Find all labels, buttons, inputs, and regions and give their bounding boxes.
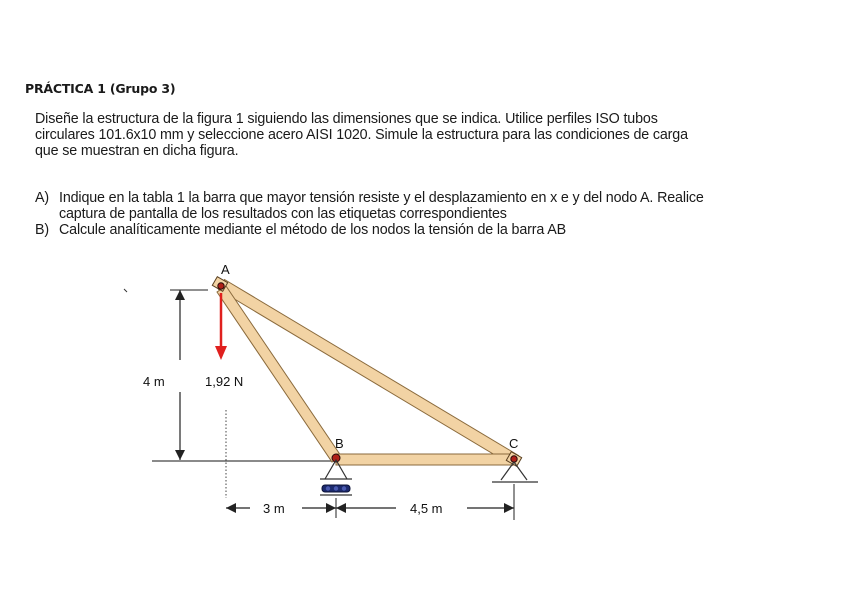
list-text: Indique en la tabla 1 la barra que mayor tensión resiste y el desplazamiento en x e y del nodo A. Realice captura de pantalla de los resultados con las etiquetas correspondientes	[59, 190, 704, 222]
intro-paragraph: Diseñe la estructura de la figura 1 siguiendo las dimensiones que se indica. Utilice perfiles ISO tubos circulares 101.6x10 mm y seleccione acero AISI 1020. Simule la estructura para las condiciones de carga que se muestran en dicha figura.	[35, 111, 688, 159]
load-label: 1,92 N	[205, 374, 244, 389]
node-a-label: A	[221, 262, 230, 277]
beam-ac	[219, 280, 519, 466]
node-b-label: B	[335, 436, 344, 451]
dim-ab-label: 3 m	[263, 501, 285, 516]
beam-bc	[336, 454, 514, 465]
height-label: 4 m	[143, 374, 165, 389]
stray-mark	[124, 289, 127, 292]
list-marker: A)	[35, 190, 49, 206]
dim-bc-label: 4,5 m	[410, 501, 443, 516]
list-text: Calcule analíticamente mediante el método de los nodos la tensión de la barra AB	[59, 222, 566, 238]
height-dimension	[170, 290, 208, 460]
node-c-label: C	[509, 436, 519, 451]
beams	[217, 280, 519, 466]
list-marker: B)	[35, 222, 49, 238]
page-title: PRÁCTICA 1 (Grupo 3)	[25, 81, 176, 96]
